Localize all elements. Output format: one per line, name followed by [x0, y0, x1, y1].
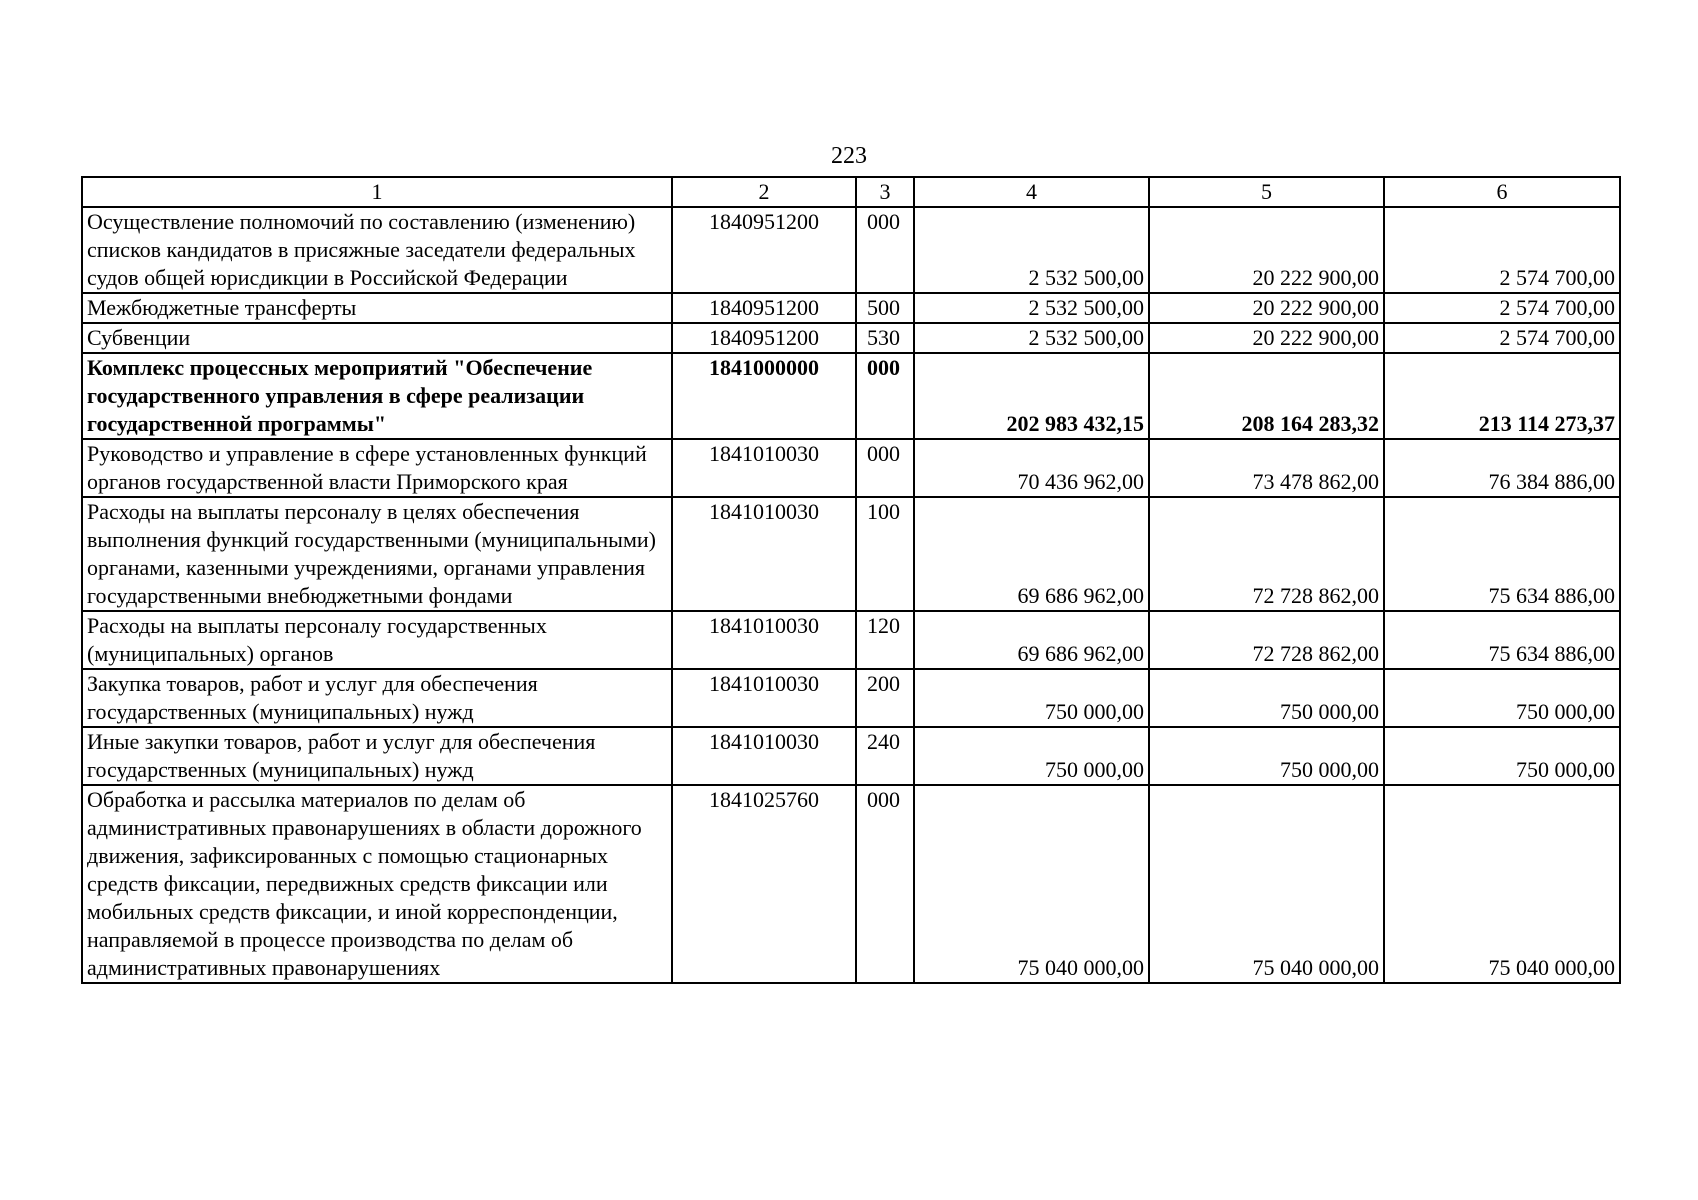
row-name: Закупка товаров, работ и услуг для обеспечения государственных (муниципальных) нужд — [82, 669, 672, 727]
row-value-4: 2 532 500,00 — [914, 323, 1149, 353]
row-value-4: 2 532 500,00 — [914, 207, 1149, 293]
row-name: Расходы на выплаты персоналу в целях обеспечения выполнения функций государственными (муниципальными) органами, казенными учреждениями, органами управления государственными внебюджетными фондами — [82, 497, 672, 611]
row-value-4: 750 000,00 — [914, 727, 1149, 785]
row-name: Расходы на выплаты персоналу государственных (муниципальных) органов — [82, 611, 672, 669]
row-value-6: 213 114 273,37 — [1384, 353, 1620, 439]
row-code: 1840951200 — [672, 323, 856, 353]
row-name: Субвенции — [82, 323, 672, 353]
row-type: 000 — [856, 785, 914, 983]
row-code: 1840951200 — [672, 207, 856, 293]
row-code: 1841010030 — [672, 669, 856, 727]
row-code: 1840951200 — [672, 293, 856, 323]
row-type: 100 — [856, 497, 914, 611]
row-value-6: 750 000,00 — [1384, 727, 1620, 785]
table-header-row — [82, 177, 1620, 207]
table-row — [82, 323, 1620, 353]
page-number: 223 — [831, 143, 867, 169]
row-value-6: 2 574 700,00 — [1384, 323, 1620, 353]
row-type: 000 — [856, 439, 914, 497]
table-row — [82, 669, 1620, 727]
row-value-4: 75 040 000,00 — [914, 785, 1149, 983]
row-code: 1841010030 — [672, 439, 856, 497]
row-value-4: 70 436 962,00 — [914, 439, 1149, 497]
row-value-4: 750 000,00 — [914, 669, 1149, 727]
row-type: 120 — [856, 611, 914, 669]
row-type: 200 — [856, 669, 914, 727]
row-value-5: 72 728 862,00 — [1149, 611, 1384, 669]
row-value-6: 75 040 000,00 — [1384, 785, 1620, 983]
header-col-6: 6 — [1384, 177, 1620, 207]
row-name: Осуществление полномочий по составлению (изменению) списков кандидатов в присяжные заседатели федеральных судов общей юрисдикции в Российской Федерации — [82, 207, 672, 293]
row-value-5: 73 478 862,00 — [1149, 439, 1384, 497]
row-type: 000 — [856, 353, 914, 439]
header-col-4: 4 — [914, 177, 1149, 207]
row-type: 240 — [856, 727, 914, 785]
table-row-bold — [82, 353, 1620, 439]
header-col-2: 2 — [672, 177, 856, 207]
row-code: 1841010030 — [672, 727, 856, 785]
row-value-6: 76 384 886,00 — [1384, 439, 1620, 497]
table-row — [82, 497, 1620, 611]
row-name: Межбюджетные трансферты — [82, 293, 672, 323]
row-value-5: 750 000,00 — [1149, 669, 1384, 727]
table-body — [82, 207, 1620, 983]
row-code: 1841010030 — [672, 611, 856, 669]
row-value-5: 20 222 900,00 — [1149, 293, 1384, 323]
row-value-5: 20 222 900,00 — [1149, 323, 1384, 353]
row-value-5: 72 728 862,00 — [1149, 497, 1384, 611]
row-code: 1841010030 — [672, 497, 856, 611]
row-name: Комплекс процессных мероприятий "Обеспечение государственного управления в сфере реализации государственной программы" — [82, 353, 672, 439]
row-name: Руководство и управление в сфере установленных функций органов государственной власти Приморского края — [82, 439, 672, 497]
row-value-4: 69 686 962,00 — [914, 497, 1149, 611]
header-col-5: 5 — [1149, 177, 1384, 207]
budget-table-container — [81, 176, 1619, 984]
row-code: 1841000000 — [672, 353, 856, 439]
row-value-6: 2 574 700,00 — [1384, 293, 1620, 323]
table-row — [82, 727, 1620, 785]
row-value-5: 208 164 283,32 — [1149, 353, 1384, 439]
row-value-5: 750 000,00 — [1149, 727, 1384, 785]
table-row — [82, 293, 1620, 323]
table-row — [82, 207, 1620, 293]
row-name: Иные закупки товаров, работ и услуг для обеспечения государственных (муниципальных) нужд — [82, 727, 672, 785]
row-value-6: 75 634 886,00 — [1384, 611, 1620, 669]
row-value-6: 2 574 700,00 — [1384, 207, 1620, 293]
row-type: 530 — [856, 323, 914, 353]
row-code: 1841025760 — [672, 785, 856, 983]
table-row — [82, 611, 1620, 669]
row-value-4: 2 532 500,00 — [914, 293, 1149, 323]
table-row — [82, 785, 1620, 983]
row-value-5: 20 222 900,00 — [1149, 207, 1384, 293]
header-col-1: 1 — [82, 177, 672, 207]
row-value-4: 69 686 962,00 — [914, 611, 1149, 669]
budget-table — [81, 176, 1621, 984]
row-value-4: 202 983 432,15 — [914, 353, 1149, 439]
table-row — [82, 439, 1620, 497]
row-type: 000 — [856, 207, 914, 293]
row-name: Обработка и рассылка материалов по делам об административных правонарушениях в области дорожного движения, зафиксированных с помощью стационарных средств фиксации, передвижных средств фиксации или мобильных средств фиксации, и иной корреспонденции, направляемой в процессе производства по делам об административных правонарушениях — [82, 785, 672, 983]
row-value-5: 75 040 000,00 — [1149, 785, 1384, 983]
row-type: 500 — [856, 293, 914, 323]
row-value-6: 75 634 886,00 — [1384, 497, 1620, 611]
row-value-6: 750 000,00 — [1384, 669, 1620, 727]
header-col-3: 3 — [856, 177, 914, 207]
